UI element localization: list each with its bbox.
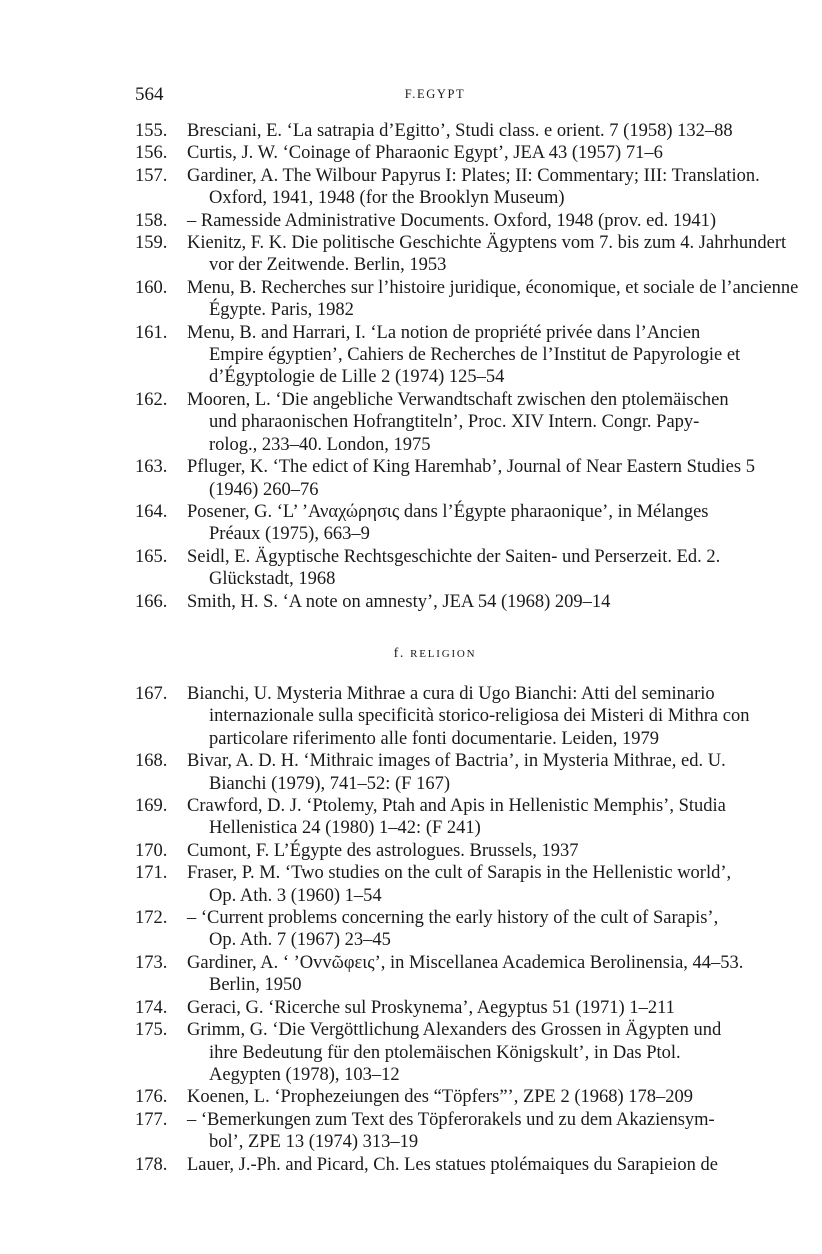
bibliography-entry — [135, 120, 735, 142]
page-number: 564 — [135, 84, 164, 105]
entry-line: Curtis, J. W. ‘Coinage of Pharaonic Egypt’, JEA 43 (1957) 71–6 — [187, 143, 663, 164]
bibliography-entry — [135, 389, 735, 456]
bibliography-entry — [135, 683, 750, 750]
entry-line: Aegypten (1978), 103–12 — [209, 1064, 400, 1085]
entry-line: Posener, G. ‘L’ ’Αναχώρησις dans l’Égypte pharaonique’, in Mélanges — [187, 501, 709, 522]
entry-line: Crawford, D. J. ‘Ptolemy, Ptah and Apis in Hellenistic Memphis’, Studia — [187, 796, 726, 817]
entry-number: 166. — [135, 591, 168, 612]
entry-line: und pharaonischen Hofrangtiteln’, Proc. XIV Intern. Congr. Papy- — [209, 412, 700, 433]
entry-number: 160. — [135, 277, 168, 298]
entry-line: Bivar, A. D. H. ‘Mithraic images of Bactria’, in Mysteria Mithrae, ed. U. — [187, 751, 726, 772]
entry-line: Bresciani, E. ‘La satrapia d’Egitto’, Studi class. e orient. 7 (1958) 132–88 — [187, 121, 733, 141]
bibliography-entry — [135, 210, 735, 232]
entry-line: Lauer, J.-Ph. and Picard, Ch. Les statues ptolémaiques du Sarapieion de — [187, 1154, 719, 1175]
entry-line: Égypte. Paris, 1982 — [209, 300, 354, 321]
entry-line: Gardiner, A. The Wilbour Papyrus I: Plates; II: Commentary; III: Translation. — [187, 165, 760, 186]
entry-line: Grimm, G. ‘Die Vergöttlichung Alexanders des Grossen in Ägypten und — [187, 1020, 722, 1041]
bibliography-entry — [135, 952, 744, 997]
entry-line: internazionale sulla specificità storico-religiosa dei Misteri di Mithra con — [209, 706, 750, 727]
entry-number: 159. — [135, 233, 168, 254]
entry-line: Koenen, L. ‘Prophezeiungen des “Töpfers”’, ZPE 2 (1968) 178–209 — [187, 1087, 694, 1108]
bibliography-entry — [135, 165, 760, 210]
entry-line: d’Égyptologie de Lille 2 (1974) 125–54 — [209, 367, 505, 388]
entry-line: ihre Bedeutung für den ptolemäischen Königskult’, in Das Ptol. — [209, 1042, 681, 1063]
entry-number: 157. — [135, 165, 168, 186]
bibliography-list-top — [135, 120, 799, 613]
entry-number: 163. — [135, 457, 168, 478]
bibliography-entry — [135, 277, 799, 322]
entry-number: 158. — [135, 210, 168, 231]
bibliography-entry — [135, 1154, 735, 1176]
bibliography-entry — [135, 750, 735, 795]
section-letter: f. — [393, 646, 405, 661]
entry-line: Fraser, P. M. ‘Two studies on the cult of Sarapis in the Hellenistic world’, — [187, 863, 732, 884]
entry-number: 155. — [135, 121, 168, 141]
entry-number: 162. — [135, 389, 168, 410]
entry-number: 161. — [135, 322, 168, 343]
entry-line: Hellenistica 24 (1980) 1–42: (F 241) — [209, 818, 481, 839]
entry-number: 174. — [135, 997, 168, 1018]
entry-number: 156. — [135, 143, 168, 164]
bibliography-entry — [135, 232, 787, 277]
entry-line: Gardiner, A. ‘ ’Ovvῶφεις’, in Miscellanea Academica Berolinensia, 44–53. — [187, 952, 744, 973]
entry-line: vor der Zeitwende. Berlin, 1953 — [209, 255, 447, 276]
bibliography-entry — [135, 591, 735, 613]
entry-number: 167. — [135, 684, 168, 704]
bibliography-entry — [135, 840, 735, 862]
entry-line: Glückstadt, 1968 — [209, 569, 336, 590]
section-title — [135, 646, 735, 662]
entry-number: 168. — [135, 751, 168, 772]
entry-line: bol’, ZPE 13 (1974) 313–19 — [209, 1132, 419, 1153]
bibliography-entry — [135, 1086, 735, 1108]
entry-number: 176. — [135, 1087, 168, 1108]
bibliography-entry — [135, 862, 735, 907]
entry-number: 175. — [135, 1020, 168, 1041]
bibliography-entry — [135, 1109, 735, 1154]
bibliography-list-bottom — [135, 683, 750, 1176]
entry-line: Empire égyptien’, Cahiers de Recherches de l’Institut de Papyrologie et — [209, 345, 741, 366]
bibliography-entry — [135, 142, 735, 164]
entry-line: – Ramesside Administrative Documents. Oxford, 1948 (prov. ed. 1941) — [187, 210, 717, 231]
entry-line: Bianchi, U. Mysteria Mithrae a cura di Ugo Bianchi: Atti del seminario — [187, 684, 715, 704]
bibliography-entry — [135, 322, 741, 389]
entry-line: – ‘Current problems concerning the early history of the cult of Sarapis’, — [187, 908, 719, 929]
entry-line: Mooren, L. ‘Die angebliche Verwandtschaft zwischen den ptolemäischen — [187, 389, 729, 410]
entry-line: Seidl, E. Ägyptische Rechtsgeschichte der Saiten- und Perserzeit. Ed. 2. — [187, 546, 721, 567]
entry-line: Smith, H. S. ‘A note on amnesty’, JEA 54 (1968) 209–14 — [187, 591, 611, 612]
section-name: RELIGION — [410, 648, 477, 660]
entry-number: 178. — [135, 1154, 168, 1175]
entry-number: 171. — [135, 863, 168, 884]
bibliography-entry — [135, 456, 755, 501]
bibliography-entry — [135, 997, 735, 1019]
entry-line: Cumont, F. L’Égypte des astrologues. Brussels, 1937 — [187, 840, 579, 861]
entry-number: 177. — [135, 1109, 168, 1130]
entry-line: Op. Ath. 7 (1967) 23–45 — [209, 930, 391, 951]
entry-number: 165. — [135, 546, 168, 567]
bibliography-entry — [135, 795, 735, 840]
entry-number: 173. — [135, 952, 168, 973]
running-head: F.EGYPT — [404, 87, 466, 101]
bibliography-entry — [135, 907, 735, 952]
entry-number: 170. — [135, 840, 168, 861]
entry-line: particolare riferimento alle fonti documentarie. Leiden, 1979 — [209, 728, 659, 749]
bibliography-entry — [135, 501, 735, 546]
page-header — [135, 84, 735, 108]
bibliography-entry — [135, 1019, 735, 1086]
entry-line: Préaux (1975), 663–9 — [209, 524, 370, 545]
entry-line: Geraci, G. ‘Ricerche sul Proskynema’, Aegyptus 51 (1971) 1–211 — [187, 997, 675, 1018]
entry-line: Menu, B. and Harrari, I. ‘La notion de propriété privée dans l’Ancien — [187, 322, 701, 343]
entry-line: Berlin, 1950 — [209, 975, 302, 996]
bibliography-entry — [135, 546, 735, 591]
entry-line: Menu, B. Recherches sur l’histoire juridique, économique, et sociale de l’ancienne — [187, 277, 799, 298]
entry-line: rolog., 233–40. London, 1975 — [209, 434, 431, 455]
entry-number: 169. — [135, 796, 168, 817]
entry-number: 172. — [135, 908, 168, 929]
entry-number: 164. — [135, 501, 168, 522]
entry-line: (1946) 260–76 — [209, 479, 319, 500]
entry-line: Op. Ath. 3 (1960) 1–54 — [209, 885, 382, 906]
entry-line: Bianchi (1979), 741–52: (F 167) — [209, 773, 450, 794]
entry-line: – ‘Bemerkungen zum Text des Töpferorakels und zu dem Akaziensym- — [187, 1109, 715, 1130]
entry-line: Kienitz, F. K. Die politische Geschichte Ägyptens vom 7. bis zum 4. Jahrhundert — [187, 233, 787, 254]
entry-line: Pfluger, K. ‘The edict of King Haremhab’, Journal of Near Eastern Studies 5 — [187, 457, 755, 478]
entry-line: Oxford, 1941, 1948 (for the Brooklyn Museum) — [209, 188, 565, 209]
